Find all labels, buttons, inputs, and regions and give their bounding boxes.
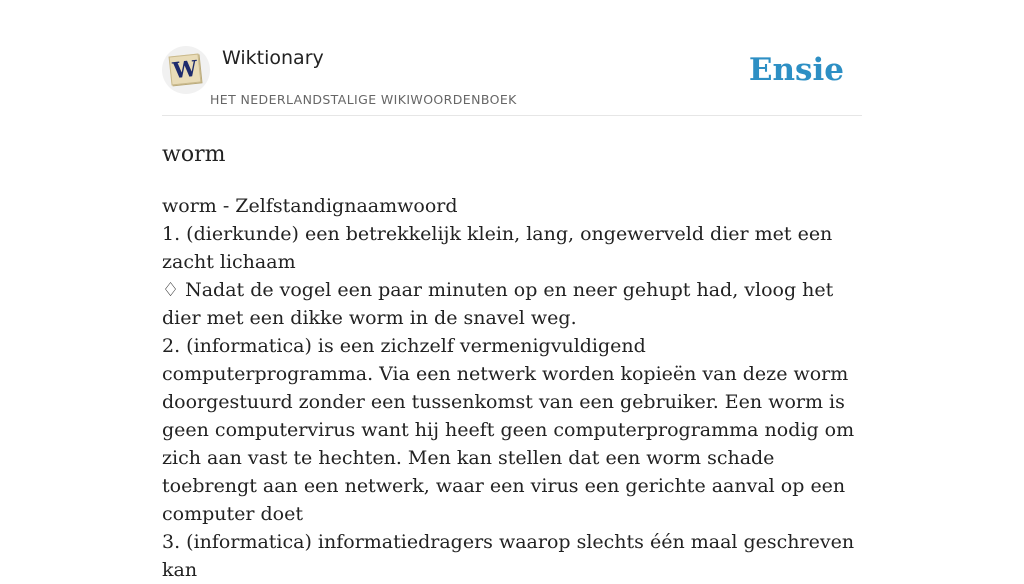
wiktionary-logo[interactable] (162, 46, 210, 94)
logo-letter: W (171, 55, 199, 84)
wiktionary-tile-icon (169, 54, 202, 86)
entry-title: worm (162, 142, 226, 167)
site-tagline: HET NEDERLANDSTALIGE WIKIWOORDENBOEK (210, 92, 517, 107)
entry-line: 2. (informatica) is een zichzelf vermenigvuldigend computerprogramma. Via een netwerk worden kopieën van deze worm doorgestuurd zonder een tussenkomst van een gebruiker. Een worm is geen computervirus want hij heeft geen computerprogramma nodig om zich aan vast te hechten. Men kan stellen dat een worm schade toebrengt aan een netwerk, waar een virus een gerichte aanval op een computer doet (162, 335, 855, 525)
entry-content (162, 192, 862, 584)
ensie-brand-link[interactable]: Ensie (748, 52, 844, 88)
site-name[interactable]: Wiktionary (222, 47, 324, 69)
entry-line: worm - Zelfstandignaamwoord (162, 195, 458, 217)
page (162, 0, 862, 581)
site-header (162, 0, 862, 116)
entry-line: ♢ Nadat de vogel een paar minuten op en neer gehupt had, vloog het dier met een dikke worm in de snavel weg. (162, 279, 834, 329)
entry-line: 1. (dierkunde) een betrekkelijk klein, lang, ongewerveld dier met een zacht lichaam (162, 223, 833, 273)
entry-line: 3. (informatica) informatiedragers waarop slechts één maal geschreven kan (162, 531, 855, 581)
